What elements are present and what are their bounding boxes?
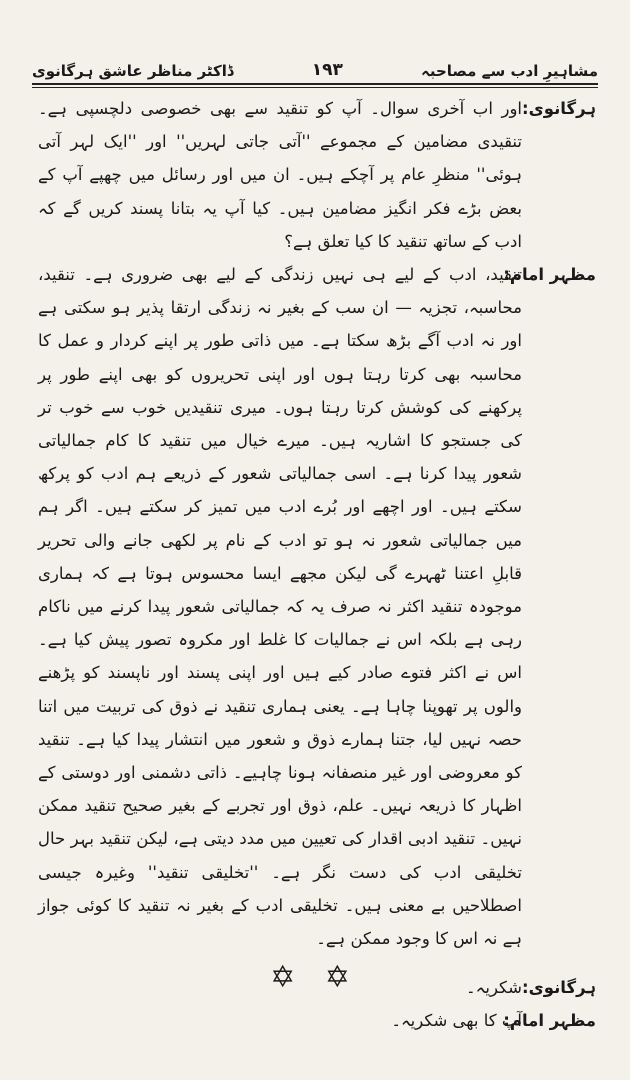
header-rule-thin <box>32 87 598 88</box>
speaker-label: ہرگانوی: <box>522 99 596 118</box>
interview-body <box>38 92 596 1038</box>
interview-question <box>38 92 596 258</box>
running-header <box>32 50 598 80</box>
header-author: ڈاکٹر مناظر عاشق ہرگانوی <box>32 62 234 80</box>
speaker-label: مظہر امام: <box>503 265 596 285</box>
answer-text: تنقید، ادب کے لیے ہی نہیں زندگی کے لیے بھی ضروری ہے۔ تنقید، محاسبہ، تجزیہ — ان سب کے بغیر نہ زندگی ارتقا پذیر ہو سکتی ہے اور نہ ادب آگے بڑھ سکتا ہے۔ میں ذاتی طور پر اپنے کردار و عمل کا محاسبہ بھی کرتا رہتا ہوں اور اپنی تحریروں کو بھی اپنے طور پر پرکھنے کی کوشش کرتا رہتا ہوں۔ میری تنقیدیں خوب سے خوب تر کی جستجو کا اشاریہ ہیں۔ میرے خیال میں تنقید کا کام جمالیاتی شعور پیدا کرنا ہے۔ اسی جمالیاتی شعور کے ذریعے ہم ادب کو پرکھ سکتے ہیں۔ اور اچھے اور بُرے ادب میں تمیز کر سکتے ہیں۔ اگر ہم میں جمالیاتی شعور نہ ہو تو ادب کے نام پر لکھی جانے والی تحریر قابلِ اعتنا ٹھہرے گی لیکن مجھے ایسا محسوس ہوتا ہے کہ ہماری موجودہ تنقید اکثر نہ صرف یہ کہ جمالیاتی شعور پیدا کرنے میں ناکام رہی ہے بلکہ اس نے جمالیات کا غلط اور مکروہ تصور پیش کیا ہے۔ اس نے اکثر فتوے صادر کیے ہیں اور اپنی پسند اور ناپسند کو پڑھنے والوں پر تھوپنا چاہا ہے۔ یعنی ہماری تنقید نے ذوق کی تربیت میں اتنا حصہ نہیں لیا، جتنا ہمارے ذوق و شعور میں انتشار پیدا کیا ہے۔ تنقید کو معروضی اور غیر منصفانہ ہونا چاہیے۔ ذاتی دشمنی اور دوستی کے اظہار کا ذریعہ نہیں۔ علم، ذوق اور تجربے کے بغیر صحیح تنقید ممکن نہیں۔ تنقید ادبی اقدار کی تعیین میں مدد دیتی ہے، لیکن تنقید بہر حال تخلیقی ادب کی دست نگر ہے۔ ''تخلیقی تنقید'' وغیرہ جیسی اصطلاحیں بے معنی ہیں۔ تخلیقی ادب کے بغیر نہ تنقید کا کوئی جواز ہے نہ اس کا وجود ممکن ہے۔ <box>38 265 522 949</box>
header-rule <box>32 83 598 85</box>
header-book-title: مشاہیرِ ادب سے مصاحبہ <box>421 62 598 80</box>
closing-text: آپ کا بھی شکریہ۔ <box>391 1011 522 1031</box>
speaker-label: مظہر امام: <box>503 1011 596 1031</box>
star-ornament-icon: ✡ ✡ <box>270 960 360 995</box>
speaker-label: ہرگانوی: <box>522 978 596 998</box>
closing-line <box>38 1004 596 1037</box>
question-text: اور اب آخری سوال۔ آپ کو تنقید سے بھی خصوصی دلچسپی ہے۔ تنقیدی مضامین کے مجموعے ''آتی جاتی لہریں'' اور ''ایک لہر آتی ہوئی'' منظرِ عام پر آچکے ہیں۔ ان میں اور رسائل میں چھپے آپ کے بعض بڑے فکر انگیز مضامین ہیں۔ کیا آپ یہ بتانا پسند کریں گے کہ ادب کے ساتھ تنقید کا کیا تعلق ہے؟ <box>38 99 522 251</box>
closing-text: شکریہ۔ <box>466 978 522 998</box>
page-number: ۱۹۳ <box>311 60 343 80</box>
interview-answer <box>38 258 596 955</box>
